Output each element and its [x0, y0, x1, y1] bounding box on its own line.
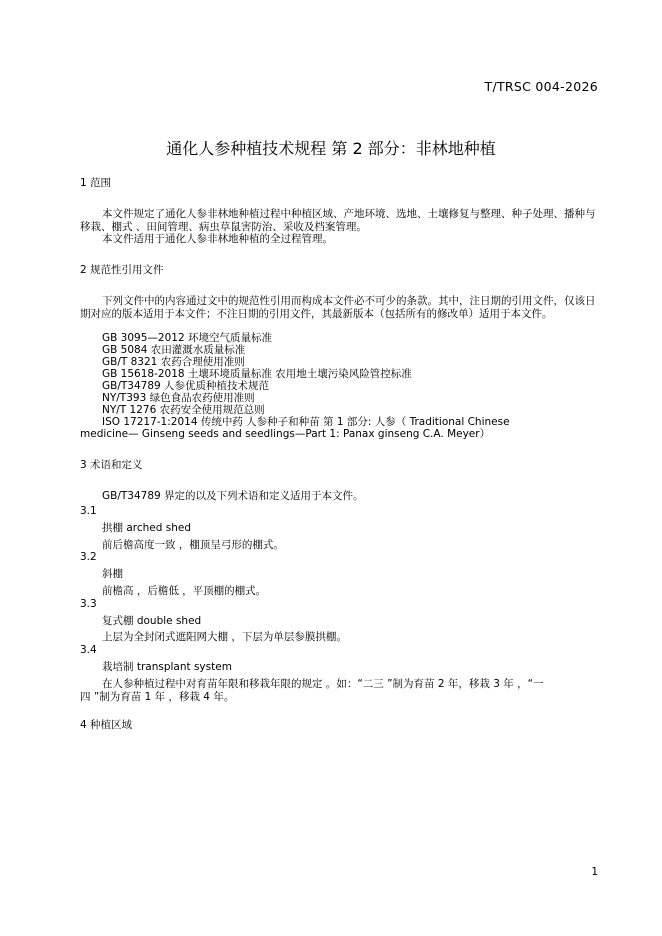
term-number: 3.3 [80, 598, 97, 610]
term-definition: 上层为全封闭式遮阳网大棚 ，下层为单层参膜拱棚。 [102, 631, 347, 643]
term-name: 拱棚 arched shed [102, 522, 191, 534]
term-name: 复式棚 double shed [102, 615, 202, 627]
standard-code: T/TRSC 004-2026 [484, 79, 598, 94]
section-1-scope-paragraph: 本文件适用于通化人参非林地种植的全过程管理。 [102, 233, 333, 245]
page-number: 1 [591, 866, 598, 878]
term-definition-continuation: 四 ”制为育苗 1 年 ，移栽 4 年。 [80, 691, 235, 703]
section-1-paragraph: 本文件规定了通化人参非林地种植过程中种植区域、产地环境、选地、土壤修复与整理、种子处理、播种与移栽、棚式 、田间管理、病虫草鼠害防治、采收及档案管理。 [80, 208, 596, 233]
term-definition: 前檐高 ，后檐低 ，平顶棚的棚式。 [102, 585, 267, 597]
reference-item: GB 15618-2018 土壤环境质量标准 农用地土壤污染风险管控标准 [102, 368, 412, 380]
section-3-heading: 3 术语和定义 [80, 459, 143, 471]
reference-item: GB/T34789 人参优质种植技术规范 [102, 380, 270, 392]
reference-item: GB 5084 农田灌溉水质量标准 [102, 344, 246, 356]
reference-item-continuation: medicine— Ginseng seeds and seedlings—Part 1: Panax ginseng C.A. Meyer） [80, 428, 491, 440]
term-definition: 在人参种植过程中对育苗年限和移栽年限的规定 。如：“二三 ”制为育苗 2 年，移栽 3 年 ，“一 [102, 678, 544, 690]
section-3-intro: GB/T34789 界定的以及下列术语和定义适用于本文件。 [102, 490, 364, 502]
reference-item: NY/T 1276 农药安全使用规范总则 [102, 404, 265, 416]
term-number: 3.4 [80, 644, 97, 656]
reference-item: GB 3095—2012 环境空气质量标准 [102, 332, 272, 344]
document-title: 通化人参种植技术规程 第 2 部分：非林地种植 [166, 139, 496, 158]
section-2-intro: 下列文件中的内容通过文中的规范性引用而构成本文件必不可少的条款。其中，注日期的引用文件，仅该日期对应的版本适用于本文件；不注日期的引用文件，其最新版本（包括所有的修改单）适用于本文件。 [80, 295, 596, 320]
term-definition: 前后檐高度一致 ，棚顶呈弓形的棚式。 [102, 539, 284, 551]
section-1-heading: 1 范围 [80, 177, 112, 189]
term-name: 斜棚 [102, 568, 123, 580]
reference-item: ISO 17217-1:2014 传统中药 人参种子和种苗 第 1 部分: 人参（ Traditional Chinese [102, 416, 510, 428]
term-name: 栽培制 transplant system [102, 661, 232, 673]
reference-item: GB/T 8321 农药合理使用准则 [102, 356, 245, 368]
term-number: 3.1 [80, 505, 97, 517]
reference-item: NY/T393 绿色食品农药使用准则 [102, 392, 255, 404]
term-number: 3.2 [80, 551, 97, 563]
section-2-heading: 2 规范性引用文件 [80, 264, 164, 276]
section-4-heading: 4 种植区域 [80, 719, 133, 731]
